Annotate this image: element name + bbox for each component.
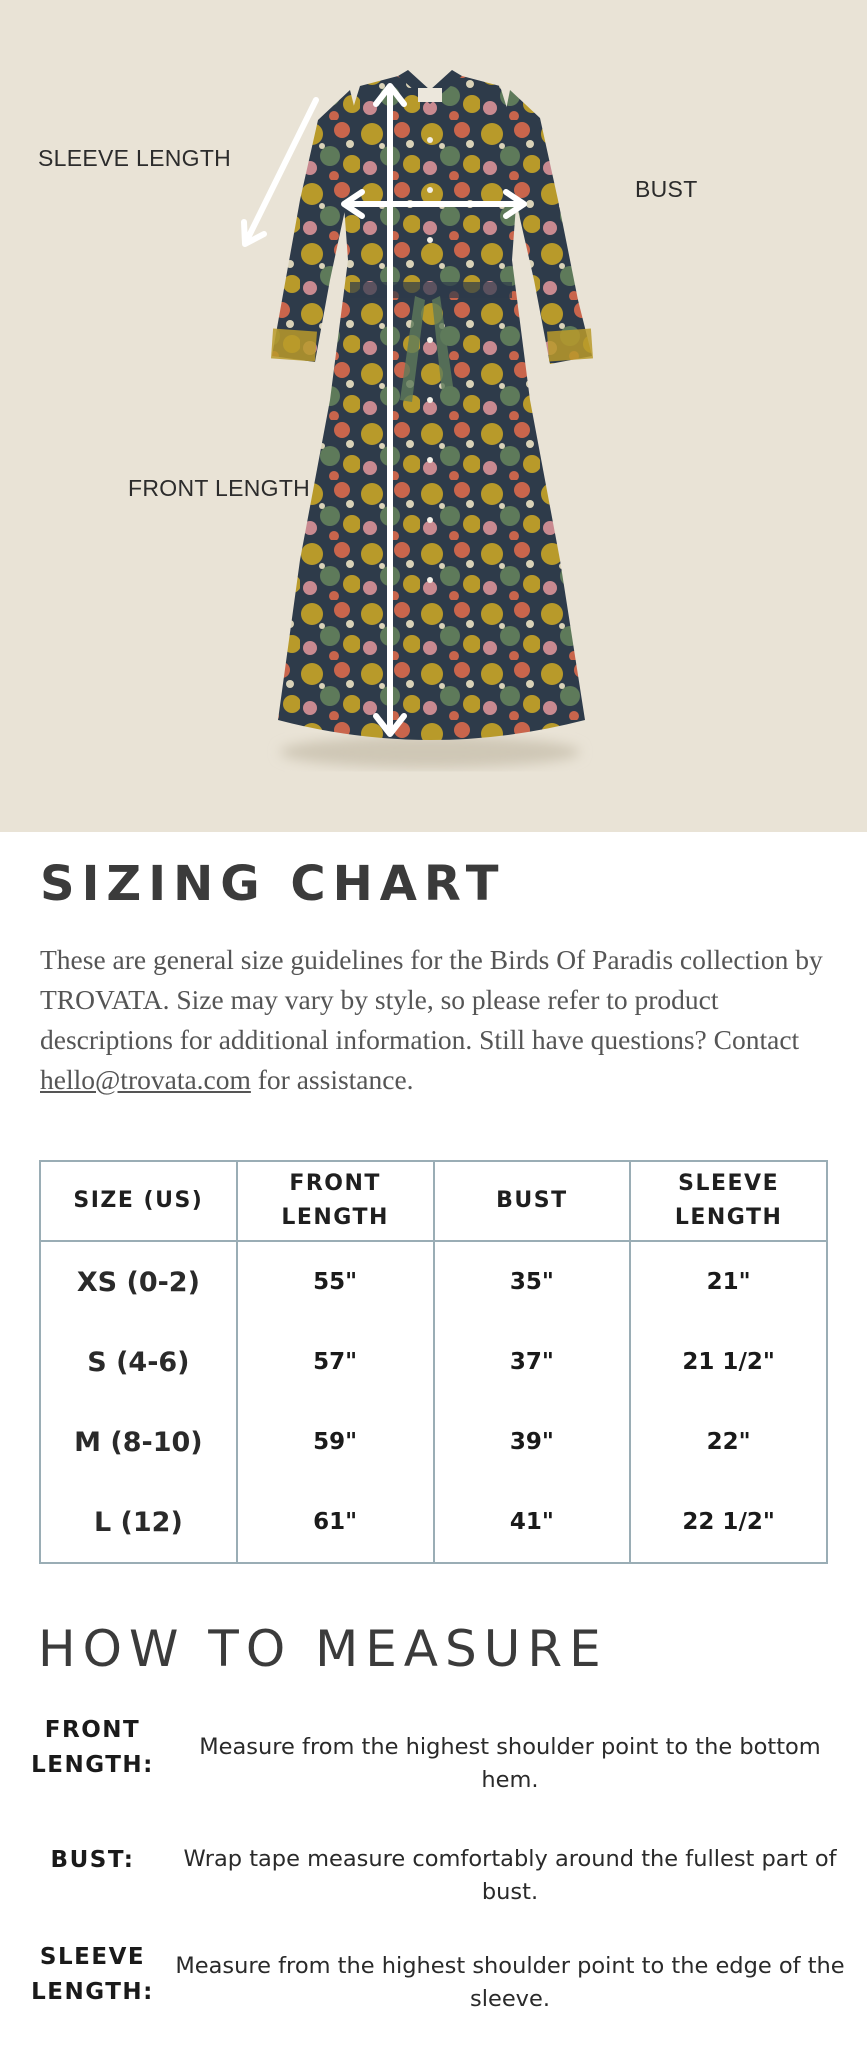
front-length-cell: 59"	[237, 1402, 434, 1482]
sleeve-length-cell: 21"	[630, 1241, 827, 1322]
contact-email-link[interactable]: hello@trovata.com	[40, 1064, 251, 1095]
front-length-cell: 57"	[237, 1322, 434, 1402]
bust-label: BUST	[635, 176, 698, 202]
size-cell: M (8-10)	[40, 1402, 237, 1482]
dress-illustration	[0, 0, 867, 832]
header-sleeve-length: SLEEVE LENGTH	[630, 1161, 827, 1241]
intro-text-after: for assistance.	[250, 1064, 414, 1095]
measure-description: Wrap tape measure comfortably around the fullest part of bust.	[183, 1846, 837, 1905]
table-row	[40, 1482, 827, 1563]
front-length-cell: 55"	[237, 1241, 434, 1322]
bust-cell: 41"	[434, 1482, 631, 1563]
size-cell: L (12)	[40, 1482, 237, 1563]
table-header-row	[40, 1161, 827, 1241]
hero-image	[0, 0, 867, 832]
dress-tag	[418, 88, 442, 102]
dress-belt	[350, 282, 512, 298]
measure-term: SLEEVE LENGTH:	[31, 1944, 154, 2005]
measure-term: BUST:	[50, 1847, 135, 1873]
header-bust: BUST	[434, 1161, 631, 1241]
sleeve-length-cell: 22"	[630, 1402, 827, 1482]
bust-cell: 35"	[434, 1241, 631, 1322]
sleeve-length-cell: 21 1/2"	[630, 1322, 827, 1402]
right-cuff	[547, 329, 593, 362]
front-length-cell: 61"	[237, 1482, 434, 1563]
measure-description: Measure from the highest shoulder point to the bottom hem.	[199, 1734, 821, 1793]
front-length-label: FRONT LENGTH	[128, 475, 311, 501]
intro-text-before: These are general size guidelines for the Birds Of Paradis collection by TROVATA. Size may vary by style, so please refer to product descriptions for additional information. Still have questions? Contact	[40, 944, 823, 1055]
sleeve-length-cell: 22 1/2"	[630, 1482, 827, 1563]
bust-cell: 37"	[434, 1322, 631, 1402]
measure-term: FRONT LENGTH:	[31, 1717, 154, 1778]
size-cell: XS (0-2)	[40, 1241, 237, 1322]
table-row	[40, 1241, 827, 1322]
size-table	[39, 1160, 828, 1564]
how-to-measure-title: HOW TO MEASURE	[38, 1620, 608, 1678]
left-cuff	[271, 329, 317, 362]
intro-paragraph	[40, 940, 840, 1100]
size-cell: S (4-6)	[40, 1322, 237, 1402]
sleeve-length-label: SLEEVE LENGTH	[38, 145, 232, 171]
bust-cell: 39"	[434, 1402, 631, 1482]
header-front-length: FRONT LENGTH	[237, 1161, 434, 1241]
header-size: SIZE (US)	[40, 1161, 237, 1241]
measure-description: Measure from the highest shoulder point to the edge of the sleeve.	[175, 1953, 845, 2012]
table-row	[40, 1402, 827, 1482]
table-row	[40, 1322, 827, 1402]
sizing-chart-title: SIZING CHART	[40, 856, 506, 912]
dress-shadow	[280, 736, 580, 768]
